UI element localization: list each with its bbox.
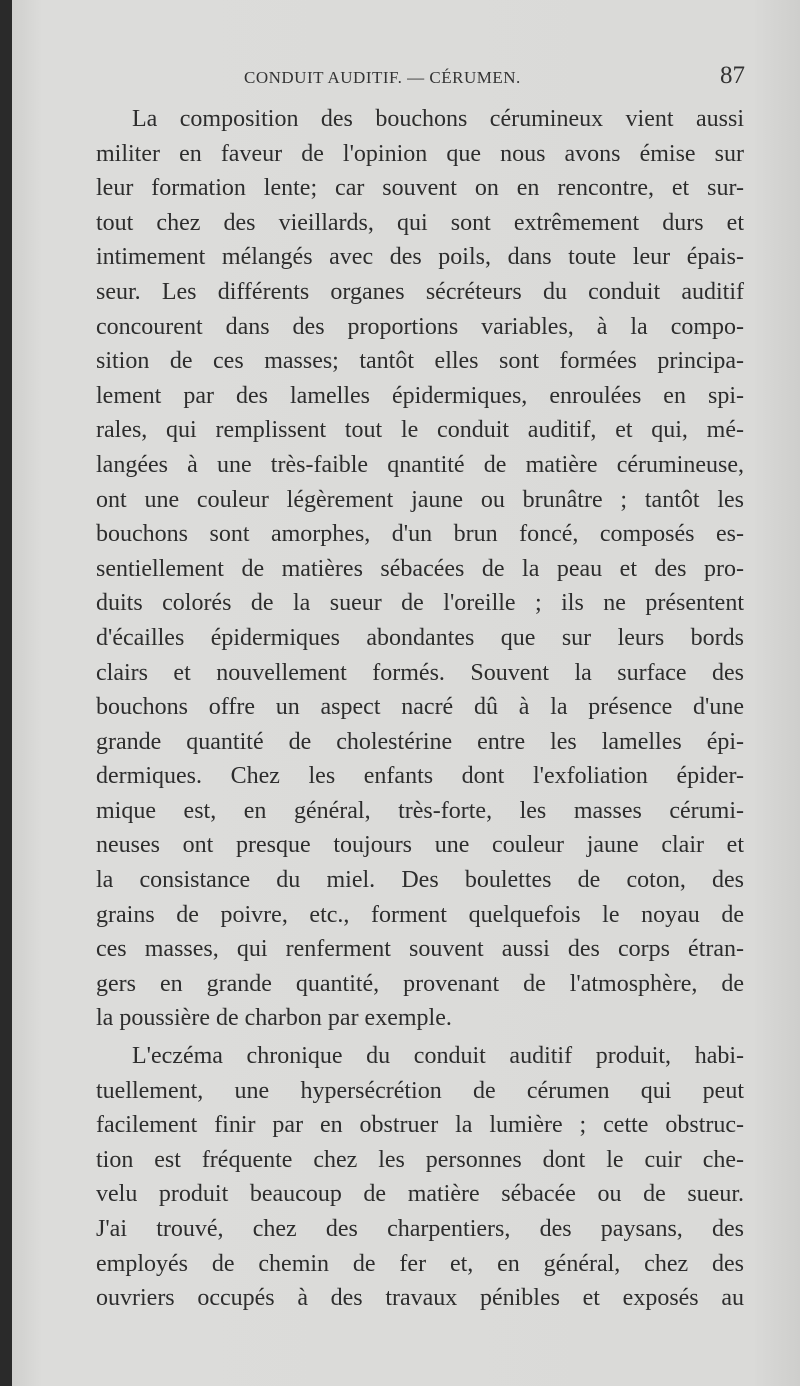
text-line: mique est, en général, très-forte, les masses cérumi- [96,797,744,824]
text-line: d'écailles épidermiques abondantes que sur leurs bords [96,624,744,651]
text-line: intimement mélangés avec des poils, dans toute leur épais- [96,244,744,271]
text-line: ouvriers occupés à des travaux pénibles et exposés au [96,1285,744,1312]
book-page [12,0,800,1386]
text-line: bouchons offre un aspect nacré dû à la présence d'une [96,694,744,721]
text-line: grains de poivre, etc., forment quelquefois le noyau de [96,901,744,928]
text-line: rales, qui remplissent tout le conduit auditif, et qui, mé- [96,417,744,444]
text-line: La composition des bouchons cérumineux vient aussi [132,106,744,132]
text-line: militer en faveur de l'opinion que nous avons émise sur [96,140,744,167]
text-line: concourent dans des proportions variables, à la compo- [96,313,744,340]
text-line: sition de ces masses; tantôt elles sont formées principa- [96,348,744,375]
text-line: ont une couleur légèrement jaune ou brunâtre ; tantôt les [96,486,744,513]
text-line: velu produit beaucoup de matière sébacée ou de sueur. [96,1181,744,1208]
text-line: dermiques. Chez les enfants dont l'exfoliation épider- [96,763,744,790]
text-line: duits colorés de la sueur de l'oreille ; ils ne présentent [96,590,744,617]
text-line: la consistance du miel. Des boulettes de coton, des [96,867,744,894]
text-line: tion est fréquente chez les personnes dont le cuir che- [96,1146,744,1173]
text-line: gers en grande quantité, provenant de l'atmosphère, de [96,970,744,997]
text-line: bouchons sont amorphes, d'un brun foncé, composés es- [96,521,744,548]
page-number: 87 [720,62,745,89]
text-line: J'ai trouvé, chez des charpentiers, des paysans, des [96,1216,744,1242]
text-line: facilement finir par en obstruer la lumière ; cette obstruc- [96,1112,744,1139]
text-line: grande quantité de cholestérine entre les lamelles épi- [96,728,744,755]
text-line: clairs et nouvellement formés. Souvent la surface des [96,659,744,686]
text-line: sentiellement de matières sébacées de la peau et des pro- [96,555,744,582]
text-line: langées à une très-faible qnantité de matière cérumineuse, [96,451,744,478]
page-header [12,64,800,94]
text-line: ces masses, qui renferment souvent aussi des corps étran- [96,936,744,963]
body-text [96,102,744,1316]
text-line: employés de chemin de fer et, en général, chez des [96,1250,744,1277]
text-line: seur. Les différents organes sécréteurs du conduit auditif [96,278,744,305]
text-line: lement par des lamelles épidermiques, enroulées en spi- [96,382,744,409]
text-line: tout chez des vieillards, qui sont extrêmement durs et [96,209,744,236]
text-line: tuellement, une hypersécrétion de cérumen qui peut [96,1077,744,1104]
text-line: la poussière de charbon par exemple. [96,1005,452,1032]
text-line: neuses ont presque toujours une couleur jaune clair et [96,832,744,859]
running-title: CONDUIT AUDITIF. — CÉRUMEN. [244,68,521,87]
text-line: L'eczéma chronique du conduit auditif produit, habi- [132,1043,744,1070]
text-line: leur formation lente; car souvent on en rencontre, et sur- [96,175,744,202]
